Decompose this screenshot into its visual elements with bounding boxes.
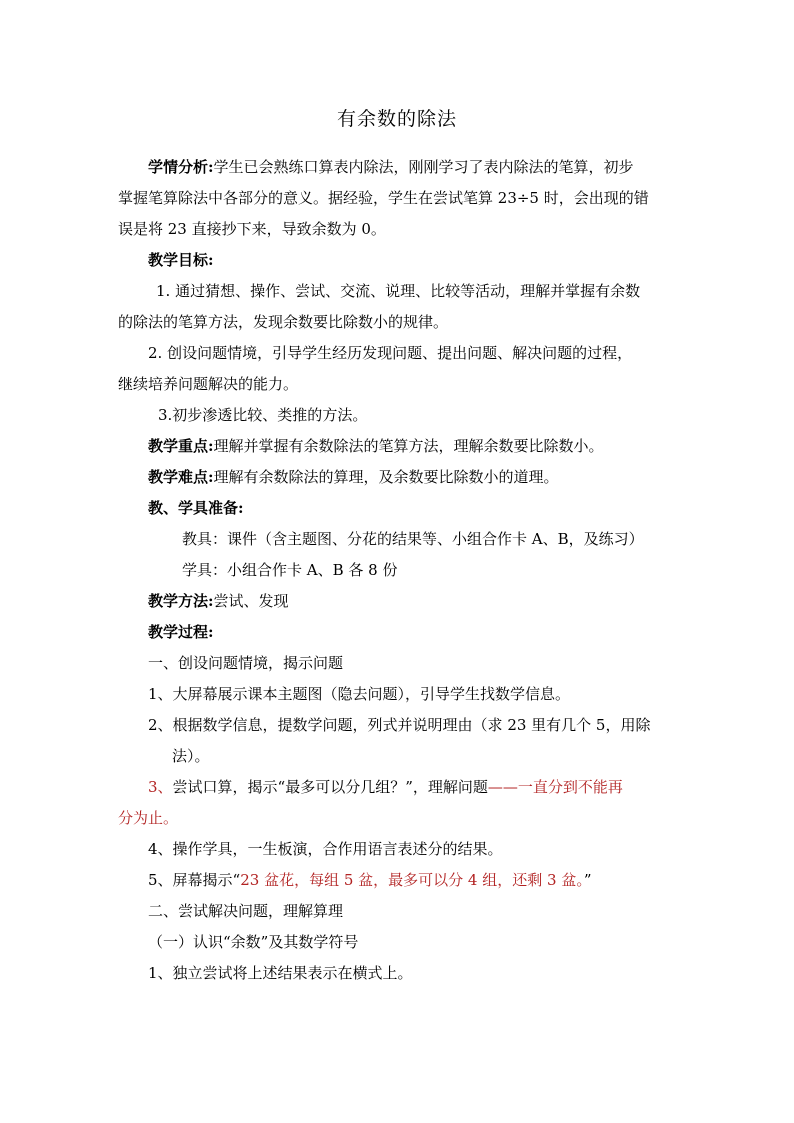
nandian-paragraph <box>118 462 678 493</box>
section-2-heading: 二、尝试解决问题，理解算理 <box>148 902 344 920</box>
mubiao-item-1b: 的除法的笔算方法，发现余数要比除数小的规律。 <box>118 313 449 331</box>
xueqing-line-2: 掌握笔算除法中各部分的意义。据经验，学生在尝试笔算 23÷5 时，会出现的错 <box>118 189 649 207</box>
document-title: 有余数的除法 <box>336 108 457 130</box>
fangfa-label: 教学方法: <box>148 592 214 610</box>
step-1-2b: 法）。 <box>172 747 210 765</box>
step-1-3-number: 3、 <box>148 778 173 796</box>
fangfa-text: 尝试、发现 <box>213 592 289 610</box>
step-1-5 <box>118 865 678 896</box>
nandian-text: 理解有余数除法的算理，及余数要比除数小的道理。 <box>213 468 559 486</box>
subsection-1-heading: （一）认识“余数”及其数学符号 <box>148 933 359 951</box>
mubiao-item-2b: 继续培养问题解决的能力。 <box>118 375 299 393</box>
zhongdian-text: 理解并掌握有余数除法的笔算方法，理解余数要比除数小。 <box>213 437 604 455</box>
mubiao-label: 教学目标: <box>148 251 214 269</box>
step-1-2a: 2、根据数学信息，提数学问题，列式并说明理由（求 23 里有几个 5，用除 <box>148 716 651 734</box>
step-1-3-continuation: 分为止。 <box>118 809 179 827</box>
step-1-1: 1、大屏幕展示课本主题图（隐去问题），引导学生找数学信息。 <box>148 685 571 703</box>
zhunbei-label: 教、学具准备: <box>148 499 244 517</box>
xueqing-paragraph <box>118 152 678 183</box>
document-body <box>118 152 678 989</box>
mubiao-item-1a: 1. 通过猜想、操作、尝试、交流、说理、比较等活动，理解并掌握有余数 <box>156 282 641 300</box>
guocheng-label: 教学过程: <box>148 623 214 641</box>
step-1-5-prefix: 5、屏幕揭示“ <box>148 871 241 889</box>
section-1-heading: 一、创设问题情境，揭示问题 <box>148 654 344 672</box>
subsection-1-step-1: 1、独立尝试将上述结果表示在横式上。 <box>148 964 413 982</box>
step-1-4: 4、操作学具，一生板演，合作用语言表述分的结果。 <box>148 840 503 858</box>
zhunbei-jiaoju: 教具：课件（含主题图、分花的结果等、小组合作卡 A、B，及练习） <box>182 530 644 548</box>
mubiao-item-3: 3.初步渗透比较、类推的方法。 <box>158 406 368 424</box>
zhunbei-xueju: 学具：小组合作卡 A、B 各 8 份 <box>182 561 398 579</box>
xueqing-line-3: 误是将 23 直接抄下来，导致余数为 0。 <box>118 220 386 238</box>
step-1-3-text: 尝试口算，揭示“最多可以分几组？”，理解问题 <box>172 778 488 796</box>
step-1-3 <box>118 772 678 803</box>
nandian-label: 教学难点: <box>148 468 214 486</box>
zhongdian-label: 教学重点: <box>148 437 214 455</box>
step-1-5-quote: 23 盆花，每组 5 盆，最多可以分 4 组，还剩 3 盆。 <box>240 871 584 889</box>
xueqing-text-1: 学生已会熟练口算表内除法，刚刚学习了表内除法的笔算，初步 <box>213 158 634 176</box>
step-1-5-suffix: ” <box>583 871 592 889</box>
fangfa-paragraph <box>118 586 678 617</box>
xueqing-label: 学情分析: <box>148 158 214 176</box>
zhongdian-paragraph <box>118 431 678 462</box>
step-1-3-highlight: ——一直分到不能再 <box>487 778 623 796</box>
mubiao-item-2a: 2. 创设问题情境，引导学生经历发现问题、提出问题、解决问题的过程， <box>148 344 633 362</box>
